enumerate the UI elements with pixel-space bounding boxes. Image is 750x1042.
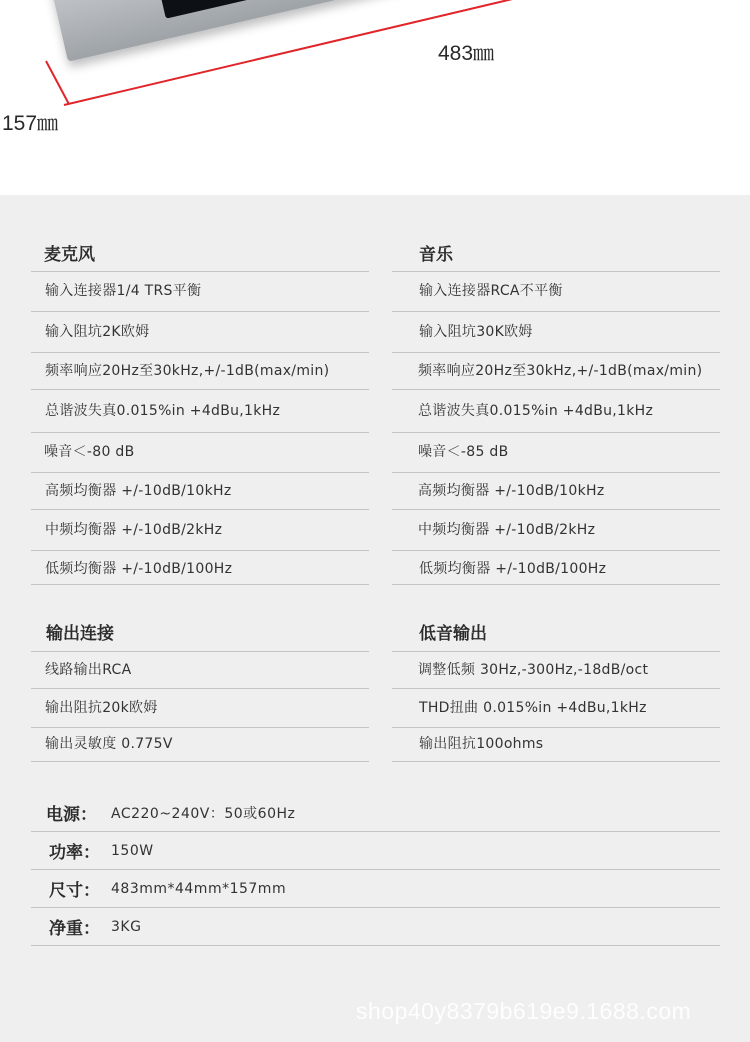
microphone-section: [31, 240, 369, 585]
depth-dimension-label: 157㎜: [2, 112, 59, 135]
width-dimension-label: 483㎜: [438, 42, 495, 65]
power-row: [31, 832, 720, 869]
spec-row: 输入阻坑30K欧姆: [419, 324, 533, 340]
spec-row: 输入连接器RCA不平衡: [419, 283, 563, 299]
power-supply-label: 电源：: [46, 805, 97, 825]
music-section: [392, 240, 720, 585]
power-supply-value: AC220~240V：50或60Hz: [111, 805, 296, 822]
spec-row: 输入阻坑2K欧姆: [45, 324, 150, 340]
divider: [392, 761, 720, 762]
spec-row: 频率响应20Hz至30kHz,+/-1dB(max/min): [418, 363, 703, 379]
product-photo: [0, 0, 750, 195]
specifications-panel: [0, 195, 750, 1042]
spec-row: 输出阻抗20k欧姆: [45, 700, 158, 716]
weight-value: 3KG: [111, 918, 142, 935]
subwoofer-section: [392, 619, 720, 762]
power-supply-row: [31, 794, 720, 831]
spec-row: 中频均衡器 +/-10dB/2kHz: [418, 522, 596, 538]
spec-row: 高频均衡器 +/-10dB/10kHz: [45, 483, 232, 499]
divider: [31, 945, 720, 946]
section-title: 输出连接: [46, 624, 114, 644]
spec-row: 噪音＜-85 dB: [418, 444, 509, 460]
section-title: 低音输出: [419, 624, 487, 644]
general-specs: [31, 794, 720, 946]
divider: [31, 584, 369, 585]
power-label: 功率：: [49, 843, 100, 863]
device-image: [40, 0, 575, 62]
spec-row: 输出灵敏度 0.775V: [45, 736, 173, 752]
spec-row: 中频均衡器 +/-10dB/2kHz: [45, 522, 223, 538]
power-value: 150W: [111, 842, 154, 859]
divider: [31, 761, 369, 762]
spec-row: 总谐波失真0.015%in +4dBu,1kHz: [45, 403, 281, 419]
size-value: 483mm*44mm*157mm: [111, 880, 287, 897]
output-section: [31, 619, 369, 762]
spec-row: 调整低频 30Hz,-300Hz,-18dB/oct: [418, 662, 649, 678]
spec-row: 线路输出RCA: [45, 662, 132, 678]
section-title: 麦克风: [44, 245, 95, 265]
size-label: 尺寸：: [49, 881, 100, 901]
spec-row: 频率响应20Hz至30kHz,+/-1dB(max/min): [45, 363, 330, 379]
size-row: [31, 870, 720, 907]
spec-row: 总谐波失真0.015%in +4dBu,1kHz: [418, 403, 654, 419]
depth-dimension-line: [45, 61, 69, 104]
divider: [392, 584, 720, 585]
weight-row: [31, 908, 720, 945]
spec-row: 输出阻抗100ohms: [419, 736, 544, 752]
spec-row: 噪音＜-80 dB: [44, 444, 135, 460]
watermark: shop40y8379b619e9.1688.com: [356, 998, 692, 1024]
spec-row: 输入连接器1/4 TRS平衡: [45, 283, 202, 299]
spec-row: THD扭曲 0.015%in +4dBu,1kHz: [419, 700, 647, 716]
spec-row: 低频均衡器 +/-10dB/100Hz: [419, 561, 607, 577]
spec-row: 高频均衡器 +/-10dB/10kHz: [418, 483, 605, 499]
weight-label: 净重：: [49, 919, 100, 939]
section-title: 音乐: [419, 245, 453, 265]
spec-row: 低频均衡器 +/-10dB/100Hz: [45, 561, 233, 577]
